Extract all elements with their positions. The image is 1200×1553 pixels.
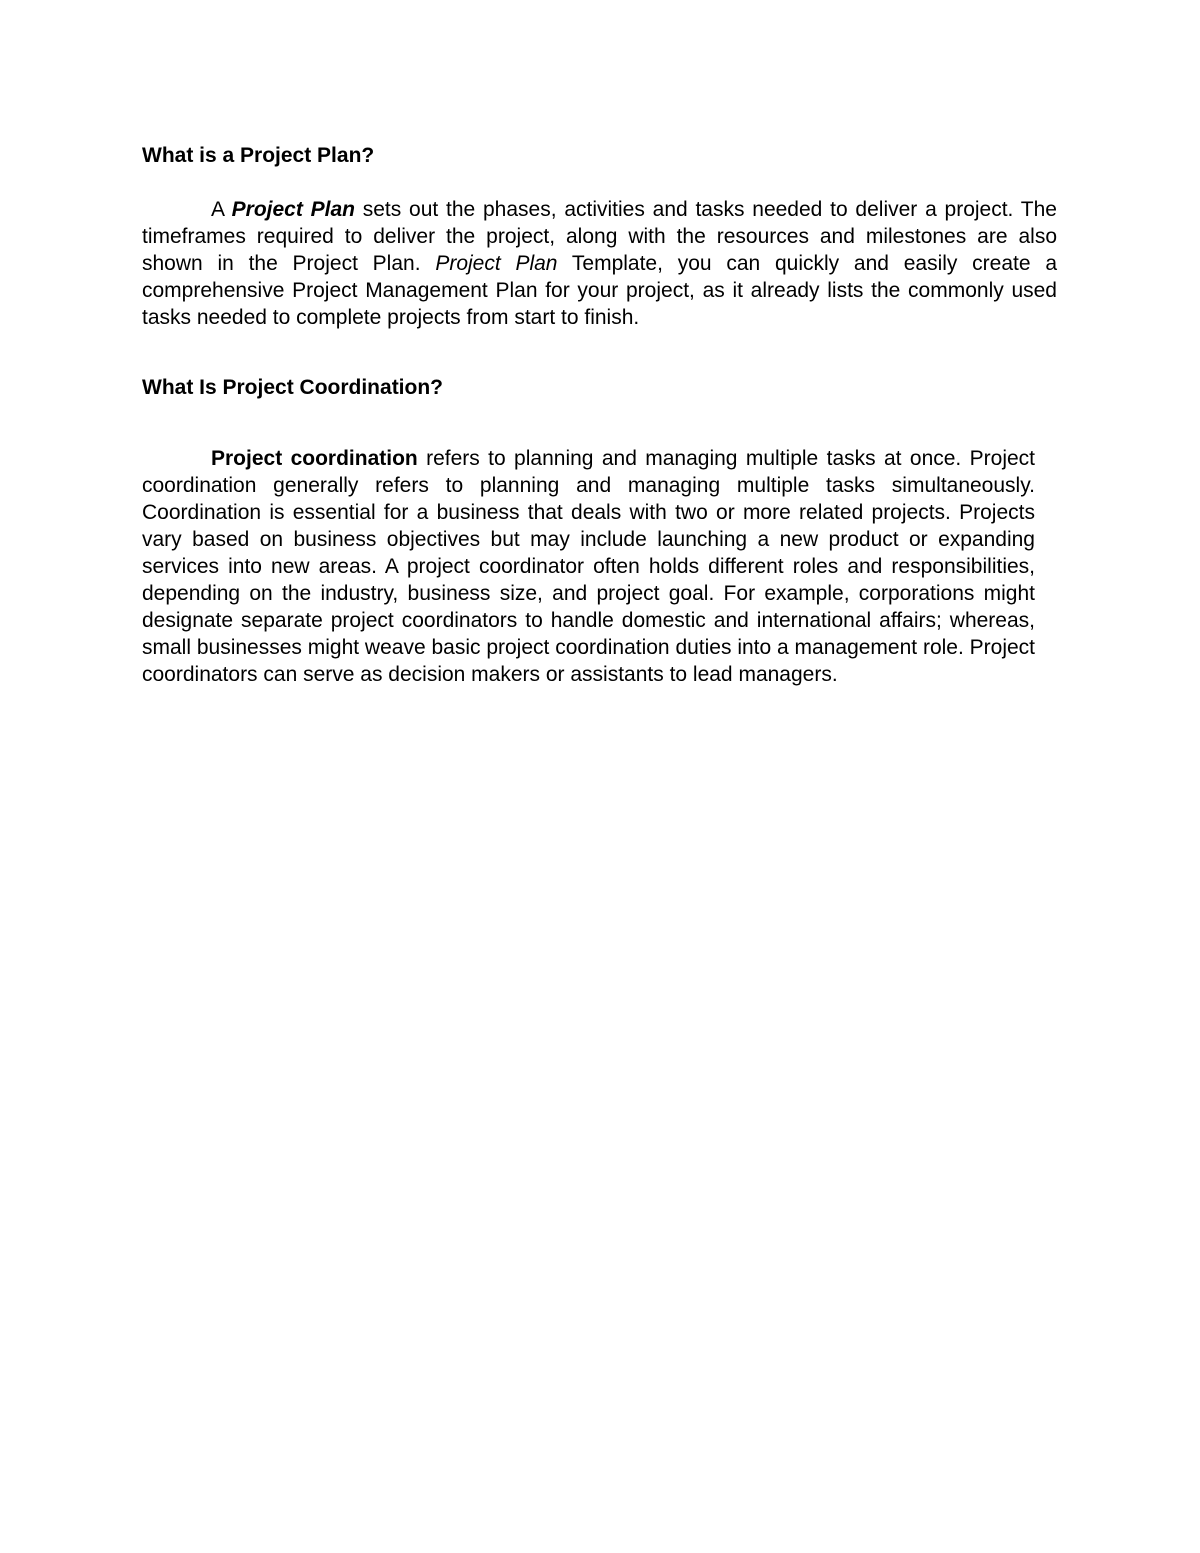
term-project-coordination: Project coordination <box>211 447 418 470</box>
term-project-plan-italic: Project Plan <box>435 252 558 275</box>
term-project-plan: Project Plan <box>231 198 355 221</box>
paragraph-project-plan <box>142 196 1057 331</box>
paragraph-project-coordination <box>142 445 1035 688</box>
paragraph-lead: A <box>211 198 232 221</box>
section-heading-project-plan: What is a Project Plan? <box>142 144 375 167</box>
paragraph-text: sets out the phases, activities and tasks needed to deliver a project. The timeframes required to deliver the project, along with the resources and milestones are also shown in the Project Plan. <box>142 198 1057 275</box>
paragraph-text: Template, you can quickly and easily create a comprehensive Project Management Plan for your project, as it already lists the commonly used tasks needed to complete projects from start to finish. <box>142 252 1058 329</box>
paragraph-text: refers to planning and managing multiple tasks at once. Project coordination generally refers to planning and managing multiple tasks simultaneously. Coordination is essential for a business that deals with two or more related projects. Projects vary based on business objectives but may include launching a new product or expanding services into new areas. A project coordinator often holds different roles and responsibilities, depending on the industry, business size, and project goal. For example, corporations might designate separate project coordinators to handle domestic and international affairs; whereas, small businesses might weave basic project coordination duties into a management role. Project coordinators can serve as decision makers or assistants to lead managers. <box>142 447 1035 686</box>
section-heading-project-coordination: What Is Project Coordination? <box>142 376 444 399</box>
